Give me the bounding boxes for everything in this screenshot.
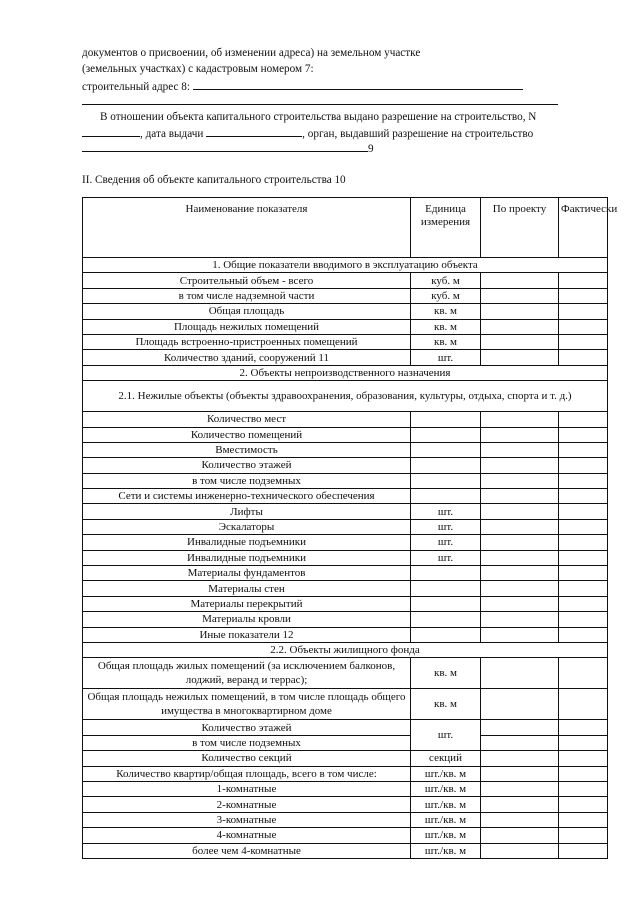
table-row [83,550,608,565]
row-name: Общая площадь жилых помещений (за исключением балконов, лоджий, веранд и террас); [83,658,411,689]
table-row [83,581,608,596]
networks-project-cell[interactable] [481,489,559,504]
section-2-1-title: 2.1. Нежилые объекты (объекты здравоохранения, образования, культуры, отдыха, спорта и т. д.) [83,381,608,412]
row-project-cell[interactable] [481,658,559,689]
row-project-cell[interactable] [481,797,559,812]
row-actual-cell[interactable] [559,442,608,457]
table-row [83,751,608,766]
row-unit [411,596,481,611]
row-actual-cell[interactable] [559,658,608,689]
row-project-cell[interactable] [481,519,559,534]
row-name: Лифты [83,504,411,519]
row-unit: кв. м [411,334,481,349]
floors-actual-cell[interactable] [559,720,608,735]
row-unit: шт./кв. м [411,828,481,843]
table-row [83,458,608,473]
table-row [83,843,608,858]
row-actual-cell[interactable] [559,843,608,858]
permit-line-1: В отношении объекта капитального строительства выдано разрешение на строительство, N [100,111,537,123]
row-unit: куб. м [411,273,481,288]
row-name: Строительный объем - всего [83,273,411,288]
table-row [83,766,608,781]
row-actual-cell[interactable] [559,627,608,642]
header-line-2: (земельных участках) с кадастровым номером 7: [82,63,314,75]
row-actual-cell[interactable] [559,334,608,349]
row-name: в том числе надземной части [83,288,411,303]
row-name: Площадь встроенно-пристроенных помещений [83,334,411,349]
underground-actual-cell[interactable] [559,735,608,750]
table-row [83,612,608,627]
address-blank [193,79,523,90]
underground-project-cell[interactable] [481,735,559,750]
floors-project-cell[interactable] [481,720,559,735]
header-line-3 [82,79,523,94]
row-actual-cell[interactable] [559,581,608,596]
row-actual-cell[interactable] [559,350,608,365]
row-project-cell[interactable] [481,689,559,720]
row-actual-cell[interactable] [559,304,608,319]
row-actual-cell[interactable] [559,566,608,581]
row-project-cell[interactable] [481,812,559,827]
section-1-title: 1. Общие показатели вводимого в эксплуатацию объекта [83,258,608,273]
row-project-cell[interactable] [481,550,559,565]
row-name: Эскалаторы [83,519,411,534]
table-row [83,735,608,750]
row-actual-cell[interactable] [559,828,608,843]
row-name: 4-комнатные [83,828,411,843]
row-unit: шт./кв. м [411,812,481,827]
row-name: Количество помещений [83,427,411,442]
table-row [83,566,608,581]
table-row [83,273,608,288]
networks-unit [411,489,481,504]
row-actual-cell[interactable] [559,797,608,812]
row-unit [411,473,481,488]
row-unit: шт. [411,504,481,519]
table-row [83,797,608,812]
row-unit [411,612,481,627]
row-unit: шт./кв. м [411,766,481,781]
row-project-cell[interactable] [481,304,559,319]
row-actual-cell[interactable] [559,319,608,334]
row-project-cell[interactable] [481,535,559,550]
row-project-cell[interactable] [481,781,559,796]
row-unit: шт. [411,350,481,365]
row-name: Количество квартир/общая площадь, всего в том числе: [83,766,411,781]
row-name: в том числе подземных [83,473,411,488]
header-actual: Фактически [559,198,608,258]
row-name: более чем 4-комнатные [83,843,411,858]
table-row [83,519,608,534]
row-project-cell[interactable] [481,751,559,766]
row-project-cell[interactable] [481,273,559,288]
row-name: Инвалидные подъемники [83,535,411,550]
row-name: Количество этажей [83,458,411,473]
row-unit: шт. [411,519,481,534]
table-row [83,535,608,550]
row-unit: шт./кв. м [411,843,481,858]
row-unit [411,581,481,596]
row-actual-cell[interactable] [559,519,608,534]
underground-label: в том числе подземных [83,735,411,750]
section-2-1-rows-a [83,412,608,489]
table-row [83,781,608,796]
row-name: Количество зданий, сооружений 11 [83,350,411,365]
table-row [83,828,608,843]
table-row [83,319,608,334]
row-name: Вместимость [83,442,411,457]
row-unit [411,627,481,642]
row-project-cell[interactable] [481,350,559,365]
row-unit: кв. м [411,689,481,720]
address-label: строительный адрес 8: [82,81,190,93]
permit-authority-blank [82,141,368,152]
row-unit: кв. м [411,304,481,319]
indicators-table [82,197,618,859]
row-project-cell[interactable] [481,627,559,642]
row-unit: шт. [411,535,481,550]
table-row [83,689,608,720]
row-name: Общая площадь [83,304,411,319]
separator-line [82,104,558,105]
row-project-cell[interactable] [481,427,559,442]
row-actual-cell[interactable] [559,612,608,627]
table-row [83,720,608,735]
row-unit [411,458,481,473]
row-project-cell[interactable] [481,581,559,596]
row-name: Материалы кровли [83,612,411,627]
row-project-cell[interactable] [481,458,559,473]
row-actual-cell[interactable] [559,550,608,565]
row-actual-cell[interactable] [559,751,608,766]
row-project-cell[interactable] [481,843,559,858]
row-name: Количество секций [83,751,411,766]
row-actual-cell[interactable] [559,766,608,781]
table-header-row [83,198,608,258]
permit-authority-label: , орган, выдавший разрешение на строительство [302,128,534,140]
section-2-2-title: 2.2. Объекты жилищного фонда [83,642,608,657]
header-unit: Единица измерения [411,198,481,258]
permit-date-blank [206,126,302,137]
section-title: II. Сведения об объекте капитального строительства 10 [82,174,346,186]
row-actual-cell[interactable] [559,781,608,796]
row-project-cell[interactable] [481,612,559,627]
row-project-cell[interactable] [481,766,559,781]
table-row [83,596,608,611]
row-actual-cell[interactable] [559,412,608,427]
row-unit [411,427,481,442]
row-project-cell[interactable] [481,288,559,303]
table-row [83,627,608,642]
permit-line-3 [82,141,374,156]
table-row [83,334,608,349]
row-actual-cell[interactable] [559,473,608,488]
table-row [83,442,608,457]
row-actual-cell[interactable] [559,458,608,473]
table-row [83,350,608,365]
row-name: Инвалидные подъемники [83,550,411,565]
row-project-cell[interactable] [481,442,559,457]
row-name: 1-комнатные [83,781,411,796]
row-name: 3-комнатные [83,812,411,827]
row-unit: кв. м [411,658,481,689]
header-project: По проекту [481,198,559,258]
networks-actual-cell[interactable] [559,489,608,504]
row-project-cell[interactable] [481,566,559,581]
section-2-2-rows-b [83,751,608,859]
row-unit: кв. м [411,319,481,334]
row-project-cell[interactable] [481,334,559,349]
table-row [83,489,608,504]
row-actual-cell[interactable] [559,273,608,288]
row-name: Материалы перекрытий [83,596,411,611]
permit-line-2 [82,126,533,141]
row-actual-cell[interactable] [559,288,608,303]
floors-unit: шт. [411,720,481,751]
section-1-rows [83,273,608,365]
header-line-1: документов о присвоении, об изменении адреса) на земельном участке [82,47,421,59]
row-unit: шт. [411,550,481,565]
row-name: 2-комнатные [83,797,411,812]
table-row [83,412,608,427]
section-2-2-rows [83,658,608,720]
row-actual-cell[interactable] [559,812,608,827]
permit-number-blank [82,126,140,137]
table-row [83,812,608,827]
row-unit [411,566,481,581]
row-name: Иные показатели 12 [83,627,411,642]
row-actual-cell[interactable] [559,504,608,519]
row-unit: секций [411,751,481,766]
row-project-cell[interactable] [481,596,559,611]
section-2-1-rows-b [83,504,608,643]
row-name: Количество мест [83,412,411,427]
row-name: Площадь нежилых помещений [83,319,411,334]
row-project-cell[interactable] [481,473,559,488]
floors-label: Количество этажей [83,720,411,735]
row-name: Общая площадь нежилых помещений, в том числе площадь общего имущества в многоквартирном доме [83,689,411,720]
row-unit: шт./кв. м [411,797,481,812]
row-unit [411,412,481,427]
table-row [83,288,608,303]
row-project-cell[interactable] [481,504,559,519]
table-row [83,473,608,488]
row-project-cell[interactable] [481,828,559,843]
row-actual-cell[interactable] [559,535,608,550]
permit-date-label: , дата выдачи [140,128,204,140]
row-name: Материалы стен [83,581,411,596]
row-actual-cell[interactable] [559,596,608,611]
row-name: Материалы фундаментов [83,566,411,581]
row-unit: шт./кв. м [411,781,481,796]
table-row [83,658,608,689]
header-name: Наименование показателя [83,198,411,258]
networks-label: Сети и системы инженерно-технического обеспечения [83,489,411,504]
footnote-9: 9 [368,143,374,155]
row-unit [411,442,481,457]
table-row [83,504,608,519]
table-row [83,427,608,442]
section-2-title: 2. Объекты непроизводственного назначения [83,365,608,380]
row-project-cell[interactable] [481,412,559,427]
row-unit: куб. м [411,288,481,303]
row-actual-cell[interactable] [559,689,608,720]
row-actual-cell[interactable] [559,427,608,442]
row-project-cell[interactable] [481,319,559,334]
table-row [83,304,608,319]
